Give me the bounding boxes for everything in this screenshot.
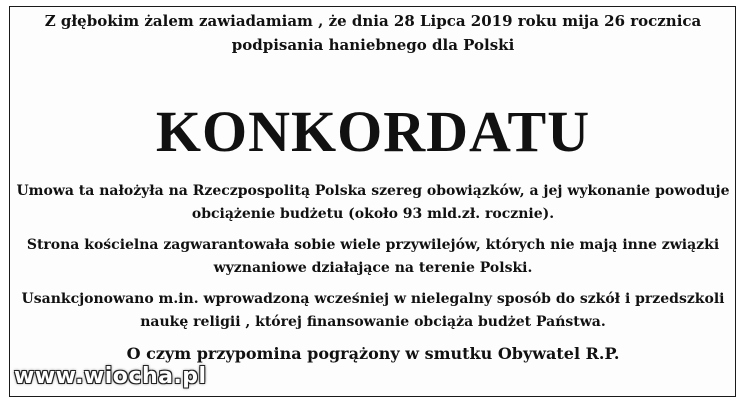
- notice-title: KONKORDATU: [155, 99, 591, 164]
- paragraph-1-line-1: Umowa ta nałożyła na Rzeczpospolitą Polska szereg obowiązków, a jej wykonanie powoduje: [16, 183, 730, 199]
- paragraph-2-line-2: wyznaniowe działające na terenie Polski.: [213, 260, 533, 276]
- paragraph-1-line-2: obciążenie budżetu (około 93 mld.zł. rocznie).: [191, 206, 555, 222]
- closing-line: O czym przypomina pogrążony w smutku Obywatel R.P.: [126, 344, 620, 363]
- paragraph-2-line-1: Strona kościelna zagwarantowała sobie wiele przywilejów, których nie mają inne związki: [26, 237, 720, 253]
- intro-line-1: Z głębokim żalem zawiadamiam , że dnia 28 Lipca 2019 roku mija 26 rocznica: [44, 12, 702, 30]
- paragraph-3-line-2: naukę religii , której finansowanie obciąża budżet Państwa.: [140, 314, 606, 330]
- watermark: www.wiocha.pl: [14, 364, 207, 389]
- intro-line-2: podpisania haniebnego dla Polski: [231, 36, 515, 54]
- paragraph-3-line-1: Usankcjonowano m.in. wprowadzoną wcześniej w nielegalny sposób do szkół i przedszkoli: [21, 291, 725, 307]
- notice-frame: [9, 6, 736, 397]
